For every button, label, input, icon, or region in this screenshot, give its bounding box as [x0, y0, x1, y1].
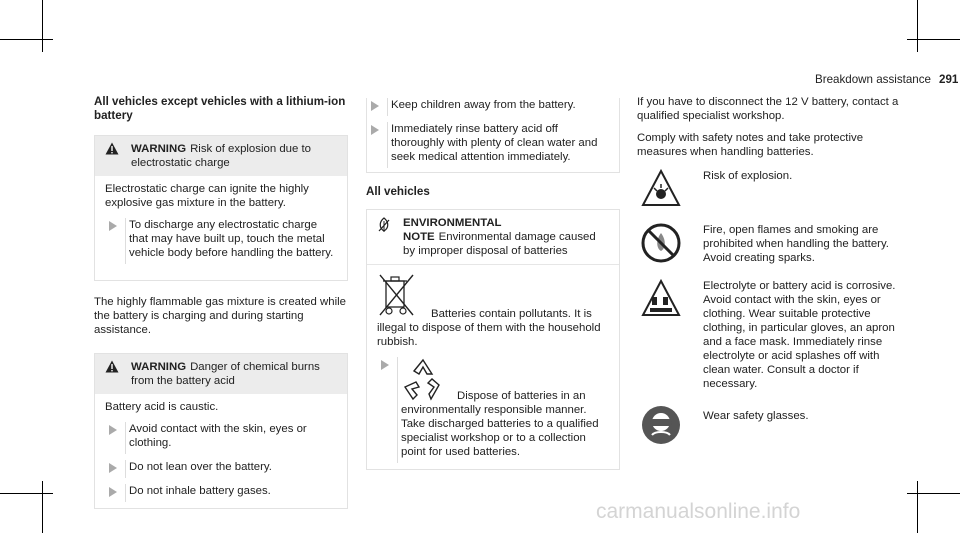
- list-item: Avoid contact with the skin, eyes or clothing.: [105, 422, 337, 450]
- arrow-icon: [371, 101, 379, 111]
- arrow-icon: [109, 221, 117, 231]
- warning-body: Electrostatic charge can ignite the highly explosive gas mixture in the battery.: [105, 183, 309, 209]
- recycle-text: Dispose of batteries in an environmentally responsible manner. Take discharged batteries to a qualified specialist workshop or to a collection point for used batteries.: [401, 390, 599, 458]
- section-title: Breakdown assistance: [815, 73, 931, 86]
- warning-label: WARNING: [131, 143, 187, 155]
- watermark: carmanualsonline.info: [596, 500, 801, 523]
- list-item: Do not lean over the battery.: [105, 460, 337, 474]
- list-item: Immediately rinse battery acid off thoroughly with plenty of clean water and seek medical attention immediately.: [367, 122, 609, 164]
- page-number: 291: [939, 73, 959, 86]
- symbol-corrosive: [637, 279, 899, 391]
- symbol-text: Electrolyte or battery acid is corrosive. Avoid contact with the skin, eyes or clothing. Wear suitable protective clothing, in particular gloves, an apron and a face mask. Immediately rinse electrolyte or acid splashes off with clean water. Consult a doctor if necessary.: [703, 280, 896, 390]
- warning-box-chemical: [94, 353, 348, 509]
- arrow-icon: [371, 125, 379, 135]
- arrow-icon: [109, 463, 117, 473]
- warning-lead: Risk of explosion due to electrostatic charge: [131, 143, 311, 169]
- note-label: ENVIRONMENTAL NOTE: [403, 217, 502, 243]
- arrow-icon: [381, 360, 389, 370]
- warning-header: [95, 136, 347, 176]
- symbol-safety-glasses: [637, 405, 899, 445]
- corrosive-icon: [641, 279, 681, 319]
- body-paragraph: If you have to disconnect the 12 V battery, contact a qualified specialist workshop.: [637, 96, 899, 122]
- symbol-text: Risk of explosion.: [703, 170, 793, 182]
- symbol-explosion: [637, 169, 899, 209]
- disposal-text: Batteries contain pollutants. It is illegal to dispose of them with the household rubbish.: [377, 308, 601, 348]
- warning-header: [95, 354, 347, 394]
- crossed-bin-icon: [377, 271, 417, 319]
- warning-label: WARNING: [131, 361, 187, 373]
- symbol-text: Wear safety glasses.: [703, 410, 809, 422]
- warning-triangle-icon: [105, 360, 119, 373]
- warning-lead: Danger of chemical burns from the battery acid: [131, 361, 320, 387]
- no-fire-icon: [641, 223, 681, 263]
- section-heading: All vehicles: [366, 185, 430, 198]
- list-item: Keep children away from the battery.: [367, 98, 609, 112]
- disposal-paragraph: [377, 271, 609, 349]
- column-middle: [366, 98, 620, 470]
- symbol-no-fire: [637, 223, 899, 265]
- arrow-icon: [109, 487, 117, 497]
- column-left: [94, 95, 348, 509]
- symbol-text: Fire, open flames and smoking are prohibited when handling the battery. Avoid creating sparks.: [703, 224, 889, 264]
- note-header: [367, 210, 619, 264]
- recycling-icon: [401, 357, 445, 403]
- explosion-icon: [641, 169, 681, 209]
- body-paragraph: Comply with safety notes and take protective measures when handling batteries.: [637, 132, 864, 158]
- arrow-icon: [109, 425, 117, 435]
- list-item: [377, 357, 609, 459]
- warning-box-explosion: [94, 135, 348, 281]
- list-item: Do not inhale battery gases.: [105, 484, 337, 498]
- column-right: [637, 95, 899, 459]
- safety-glasses-icon: [641, 405, 681, 445]
- environment-leaf-icon: [377, 217, 391, 233]
- running-header: [815, 73, 958, 86]
- list-item: To discharge any electrostatic charge that may have built up, touch the metal vehicle body before handling the battery.: [105, 218, 337, 260]
- warning-continuation: [366, 98, 620, 173]
- warning-body: Battery acid is caustic.: [105, 401, 219, 413]
- section-heading: All vehicles except vehicles with a lithium-ion battery: [94, 95, 346, 122]
- environmental-note-box: [366, 209, 620, 470]
- warning-triangle-icon: [105, 142, 119, 155]
- note-lead: Environmental damage caused by improper disposal of batteries: [403, 231, 596, 257]
- body-paragraph: The highly flammable gas mixture is created while the battery is charging and during starting assistance.: [94, 296, 346, 336]
